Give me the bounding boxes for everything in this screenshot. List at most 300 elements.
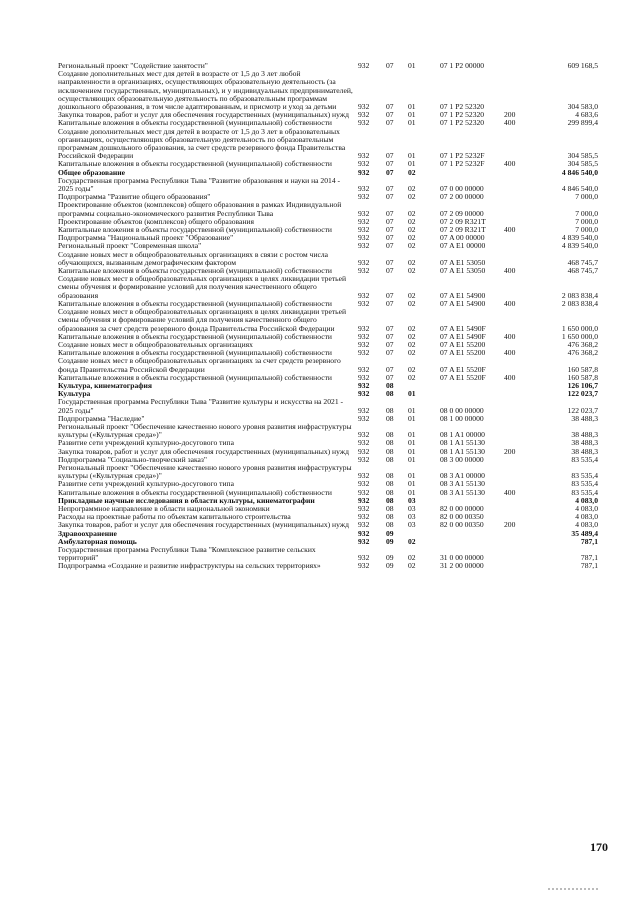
row-name: Капитальные вложения в объекты государственной (муниципальной) собственности — [58, 372, 332, 382]
row-target-article: 07 A E1 00000 — [440, 241, 486, 251]
row-section: 07 — [386, 110, 394, 120]
row-section: 08 — [386, 389, 394, 399]
row-amount: 304 585,5 — [567, 159, 598, 169]
row-grbs: 932 — [358, 520, 370, 530]
row-name: Развитие сети учреждений культурно-досугового типа — [58, 438, 234, 448]
row-amount: 160 587,8 — [567, 364, 598, 374]
row-grbs: 932 — [358, 471, 370, 481]
row-subsection: 02 — [408, 257, 416, 267]
row-expense-type — [504, 128, 540, 161]
row-target-article: 07 1 P2 00000 — [440, 61, 485, 70]
row-subsection: 01 — [408, 479, 416, 489]
row-amount: 787,1 — [580, 536, 598, 546]
row-expense-type — [504, 464, 540, 480]
row-name: Капитальные вложения в объекты государственной (муниципальной) собственности — [58, 298, 332, 308]
row-amount: 304 583,0 — [567, 102, 598, 112]
row-amount: 7 000,0 — [575, 225, 598, 235]
row-name: Прикладные научные исследования в области культуры, кинематографии — [58, 495, 315, 505]
table-row — [58, 521, 598, 529]
row-amount: 468 745,7 — [567, 257, 598, 267]
row-subsection: 01 — [408, 61, 416, 70]
row-name: Создание новых мест в общеобразовательных организациях в целях ликвидации третьей смены обучения и формирование условий для получения качественного общего образования — [58, 274, 347, 300]
row-grbs: 932 — [358, 348, 370, 358]
row-grbs: 932 — [358, 216, 370, 226]
row-grbs: 932 — [358, 110, 370, 120]
row-amount: 38 488,3 — [571, 446, 598, 456]
row-grbs: 932 — [358, 339, 370, 349]
row-amount: 4 839 540,0 — [561, 241, 598, 251]
row-amount: 1 650 000,0 — [561, 323, 598, 333]
row-section: 08 — [386, 520, 394, 530]
row-expense-type — [504, 251, 540, 267]
row-name: Подпрограмма "Наследие" — [58, 413, 145, 423]
row-amount: 83 535,4 — [571, 487, 598, 497]
row-grbs: 932 — [358, 290, 370, 300]
row-subsection: 02 — [408, 216, 416, 226]
row-subsection: 02 — [408, 331, 416, 341]
table-row — [58, 308, 598, 333]
row-grbs: 932 — [358, 528, 370, 538]
row-expense-type: 400 — [504, 298, 516, 308]
row-grbs: 932 — [358, 208, 370, 218]
row-subsection: 03 — [408, 495, 416, 505]
row-subsection: 02 — [408, 364, 416, 374]
row-name: Закупка товаров, работ и услуг для обеспечения государственных (муниципальных) нужд — [58, 520, 349, 530]
row-grbs: 932 — [358, 512, 370, 522]
row-name: Капитальные вложения в объекты государственной (муниципальной) собственности — [58, 225, 332, 235]
row-subsection: 02 — [408, 208, 416, 218]
table-row — [58, 177, 598, 193]
row-target-article: 08 1 00 00000 — [440, 413, 484, 423]
row-name: Культура, кинематография — [58, 380, 153, 390]
row-expense-type — [504, 546, 540, 562]
row-expense-type: 400 — [504, 331, 516, 341]
row-target-article: 07 A E1 55200 — [440, 348, 486, 358]
row-target-article: 08 1 A1 55130 — [440, 446, 485, 456]
row-grbs: 932 — [358, 380, 370, 390]
row-section: 07 — [386, 241, 394, 251]
row-target-article: 08 1 A1 55130 — [440, 438, 485, 448]
row-grbs: 932 — [358, 536, 370, 546]
row-amount: 122 023,7 — [567, 389, 598, 399]
row-section: 07 — [386, 348, 394, 358]
row-amount: 476 368,2 — [567, 339, 598, 349]
row-amount: 7 000,0 — [575, 208, 598, 218]
row-name: Региональный проект "Современная школа" — [58, 241, 202, 251]
row-amount: 4 083,0 — [575, 512, 598, 522]
table-row — [58, 398, 598, 414]
row-name: Капитальные вложения в объекты государственной (муниципальной) собственности — [58, 118, 332, 128]
row-subsection: 01 — [408, 446, 416, 456]
row-subsection: 02 — [408, 339, 416, 349]
row-expense-type: 200 — [504, 520, 516, 530]
row-section: 09 — [386, 528, 394, 538]
row-amount: 2 083 838,4 — [561, 298, 598, 308]
row-subsection: 02 — [408, 536, 416, 546]
row-target-article: 07 1 P2 52320 — [440, 102, 485, 112]
row-subsection: 02 — [408, 372, 416, 382]
row-grbs: 932 — [358, 102, 370, 112]
row-grbs: 932 — [358, 184, 370, 194]
row-amount: 160 587,8 — [567, 372, 598, 382]
row-subsection: 02 — [408, 241, 416, 251]
row-target-article: 82 0 00 00000 — [440, 503, 484, 513]
row-name: Закупка товаров, работ и услуг для обеспечения государственных (муниципальных) нужд — [58, 110, 349, 120]
row-amount: 609 168,5 — [567, 61, 598, 70]
row-expense-type — [504, 357, 540, 373]
table-row — [58, 70, 598, 111]
table-row — [58, 464, 598, 480]
row-target-article: 07 A E1 54900 — [440, 290, 486, 300]
row-subsection: 02 — [408, 167, 416, 177]
row-grbs: 932 — [358, 266, 370, 276]
table-row — [58, 251, 598, 267]
row-grbs: 932 — [358, 389, 370, 399]
row-amount: 83 535,4 — [571, 479, 598, 489]
row-subsection: 01 — [408, 430, 416, 440]
row-grbs: 932 — [358, 413, 370, 423]
row-subsection: 02 — [408, 233, 416, 243]
row-subsection: 01 — [408, 151, 416, 161]
table-row — [58, 382, 598, 390]
row-target-article: 07 1 P2 52320 — [440, 110, 485, 120]
row-grbs: 932 — [358, 487, 370, 497]
row-target-article: 08 3 00 00000 — [440, 454, 484, 464]
row-subsection: 01 — [408, 413, 416, 423]
budget-table — [58, 62, 598, 571]
row-amount: 476 368,2 — [567, 348, 598, 358]
row-section: 07 — [386, 102, 394, 112]
row-expense-type: 200 — [504, 446, 516, 456]
row-section: 08 — [386, 446, 394, 456]
row-grbs: 932 — [358, 225, 370, 235]
row-name: Капитальные вложения в объекты государственной (муниципальной) собственности — [58, 266, 332, 276]
row-amount: 7 000,0 — [575, 192, 598, 202]
row-name: Создание новых мест в общеобразовательных организациях в целях ликвидации третьей смены обучения и формирование условий для получения качественного общего образования за счет средств резервного фонда Правительства Российской Федерации — [58, 307, 347, 333]
row-subsection: 01 — [408, 405, 416, 415]
row-target-article — [440, 530, 504, 538]
row-subsection: 02 — [408, 348, 416, 358]
row-expense-type — [504, 423, 540, 439]
row-expense-type: 400 — [504, 266, 516, 276]
row-subsection: 02 — [408, 323, 416, 333]
scan-artifact — [548, 888, 598, 890]
row-amount: 38 488,3 — [571, 430, 598, 440]
row-target-article: 07 A E1 5520F — [440, 372, 486, 382]
row-amount: 787,1 — [580, 561, 598, 571]
row-target-article: 08 1 A1 00000 — [440, 430, 485, 440]
row-target-article — [440, 390, 504, 398]
row-target-article: 07 A 00 00000 — [440, 233, 485, 243]
row-name: Общее образование — [58, 167, 126, 177]
row-expense-type — [504, 70, 540, 111]
row-section: 07 — [386, 257, 394, 267]
row-section: 08 — [386, 438, 394, 448]
row-grbs: 932 — [358, 257, 370, 267]
row-expense-type — [504, 177, 540, 193]
row-target-article: 82 0 00 00350 — [440, 512, 484, 522]
row-name: Подпрограмма "Национальный проект "Образование" — [58, 233, 234, 243]
row-section: 07 — [386, 184, 394, 194]
row-target-article: 07 2 09 R321T — [440, 216, 486, 226]
row-target-article — [440, 382, 504, 390]
row-grbs: 932 — [358, 430, 370, 440]
row-expense-type — [504, 193, 540, 201]
row-grbs: 932 — [358, 438, 370, 448]
row-name: Амбулаторная помощь — [58, 536, 137, 546]
row-name: Культура — [58, 389, 91, 399]
row-target-article — [440, 538, 504, 546]
row-expense-type — [504, 382, 540, 390]
row-section: 08 — [386, 430, 394, 440]
row-name: Проектирование объектов (комплексов) общего образования — [58, 216, 254, 226]
row-name: Развитие сети учреждений культурно-досугового типа — [58, 479, 234, 489]
row-section: 08 — [386, 479, 394, 489]
row-amount: 2 083 838,4 — [561, 290, 598, 300]
row-amount: 299 899,4 — [567, 118, 598, 128]
table-row — [58, 160, 598, 168]
row-subsection: 03 — [408, 512, 416, 522]
row-expense-type: 400 — [504, 487, 516, 497]
row-target-article: 07 A E1 54900 — [440, 298, 486, 308]
row-name: Подпрограмма «Создание и развитие инфраструктуры на сельских территориях» — [58, 561, 321, 571]
row-amount: 83 535,4 — [571, 454, 598, 464]
row-name: Создание новых мест в общеобразовательных организациях — [58, 339, 253, 349]
row-amount: 7 000,0 — [575, 216, 598, 226]
row-expense-type: 400 — [504, 159, 516, 169]
row-grbs: 932 — [358, 167, 370, 177]
row-section: 09 — [386, 553, 394, 563]
row-expense-type: 400 — [504, 348, 516, 358]
row-name: Создание дополнительных мест для детей в возрасте от 1,5 до 3 лет любой направленности в организациях, осуществляющих образовательную деятельность (за исключением государственных, муниципальных), и у индивидуальных предпринимателей, осуществляющих образовательную деятельность по образовательным программам дошкольного образования, в том числе адаптированным, и присмотр и уход за детьми — [58, 69, 353, 112]
row-target-article: 07 2 09 00000 — [440, 208, 484, 218]
row-grbs: 932 — [358, 192, 370, 202]
row-amount: 1 650 000,0 — [561, 331, 598, 341]
row-expense-type — [504, 415, 540, 423]
row-name: Создание новых мест в общеобразовательных организациях за счет средств резервного фонда Правительства Российской Федерации — [58, 356, 341, 374]
row-target-article: 31 2 00 00000 — [440, 561, 484, 571]
row-subsection: 03 — [408, 503, 416, 513]
row-name: Капитальные вложения в объекты государственной (муниципальной) собственности — [58, 159, 332, 169]
row-grbs: 932 — [358, 372, 370, 382]
row-name: Капитальные вложения в объекты государственной (муниципальной) собственности — [58, 348, 332, 358]
budget-rows — [58, 62, 598, 571]
row-target-article: 08 3 A1 55130 — [440, 487, 485, 497]
row-amount: 4 846 540,0 — [561, 184, 598, 194]
row-section: 07 — [386, 266, 394, 276]
row-name: Региональный проект "Содействие занятости" — [58, 61, 208, 70]
row-target-article — [440, 169, 504, 177]
row-name: Подпрограмма "Социально-творческий заказ" — [58, 454, 207, 464]
row-subsection: 01 — [408, 438, 416, 448]
row-grbs: 932 — [358, 323, 370, 333]
row-grbs: 932 — [358, 405, 370, 415]
row-subsection: 01 — [408, 110, 416, 120]
row-section: 08 — [386, 512, 394, 522]
row-grbs: 932 — [358, 503, 370, 513]
row-name: Создание новых мест в общеобразовательных организациях в связи с ростом числа обучающихся, вызванным демографическим фактором — [58, 249, 329, 267]
row-target-article: 07 0 00 00000 — [440, 184, 484, 194]
row-section: 08 — [386, 487, 394, 497]
row-subsection: 02 — [408, 225, 416, 235]
row-expense-type: 400 — [504, 372, 516, 382]
row-target-article: 07 1 P2 52320 — [440, 118, 485, 128]
row-section: 07 — [386, 151, 394, 161]
row-section: 08 — [386, 380, 394, 390]
row-grbs: 932 — [358, 118, 370, 128]
row-subsection: 01 — [408, 159, 416, 169]
row-grbs: 932 — [358, 479, 370, 489]
row-grbs: 932 — [358, 241, 370, 251]
row-section: 07 — [386, 225, 394, 235]
row-expense-type — [504, 169, 540, 177]
row-expense-type: 400 — [504, 118, 516, 128]
row-subsection: 02 — [408, 266, 416, 276]
row-grbs: 932 — [358, 331, 370, 341]
table-row — [58, 201, 598, 217]
row-subsection: 01 — [408, 471, 416, 481]
row-name: Государственная программа Республики Тыва "Комплексное развитие сельских территорий" — [58, 544, 316, 563]
row-target-article: 07 A E1 55200 — [440, 339, 486, 349]
row-section: 07 — [386, 372, 394, 382]
row-subsection: 02 — [408, 298, 416, 308]
row-target-article: 07 A E1 53050 — [440, 257, 486, 267]
row-section: 09 — [386, 561, 394, 571]
row-subsection: 02 — [408, 184, 416, 194]
row-name: Здравоохранение — [58, 528, 117, 538]
row-section: 07 — [386, 118, 394, 128]
row-target-article: 07 A E1 5490F — [440, 323, 486, 333]
row-grbs: 932 — [358, 561, 370, 571]
table-row — [58, 546, 598, 562]
row-amount: 38 488,3 — [571, 413, 598, 423]
row-expense-type — [504, 201, 540, 217]
row-target-article: 07 A E1 53050 — [440, 266, 486, 276]
row-expense-type — [504, 538, 540, 546]
table-row — [58, 562, 598, 570]
row-expense-type — [504, 562, 540, 570]
row-subsection: 02 — [408, 192, 416, 202]
row-name: Региональный проект "Обеспечение качественно нового уровня развития инфраструктуры культуры («Культурная среда»)" — [58, 421, 352, 440]
row-amount: 4 083,0 — [575, 503, 598, 513]
row-section: 08 — [386, 454, 394, 464]
row-amount: 4 083,0 — [575, 520, 598, 530]
row-section: 08 — [386, 495, 394, 505]
row-grbs: 932 — [358, 61, 370, 70]
table-row — [58, 128, 598, 161]
row-name: Проектирование объектов (комплексов) общего образования в рамках Индивидуальной программы социально-экономического развития Республики Тыва — [58, 200, 342, 218]
row-section: 07 — [386, 61, 394, 70]
row-section: 07 — [386, 159, 394, 169]
row-grbs: 932 — [358, 446, 370, 456]
row-subsection: 03 — [408, 520, 416, 530]
row-expense-type — [504, 62, 540, 70]
row-target-article: 07 1 P2 5232F — [440, 159, 485, 169]
table-row — [58, 530, 598, 538]
row-name: Расходы на проектные работы по объектам капитального строительства — [58, 512, 291, 522]
row-expense-type — [504, 505, 540, 513]
row-expense-type — [504, 242, 540, 250]
row-target-article: 07 1 P2 5232F — [440, 151, 485, 161]
row-name: Государственная программа Республики Тыва "Развитие культуры и искусства на 2021 - 2025 годы" — [58, 397, 344, 415]
row-grbs: 932 — [358, 454, 370, 464]
row-expense-type — [504, 308, 540, 333]
row-section: 08 — [386, 405, 394, 415]
row-amount: 304 585,5 — [567, 151, 598, 161]
row-name: Региональный проект "Обеспечение качественно нового уровня развития инфраструктуры культуры («Культурная среда»)" — [58, 462, 352, 481]
row-name: Закупка товаров, работ и услуг для обеспечения государственных (муниципальных) нужд — [58, 446, 349, 456]
row-grbs: 932 — [358, 553, 370, 563]
row-target-article: 31 0 00 00000 — [440, 553, 484, 563]
row-section: 07 — [386, 298, 394, 308]
row-target-article: 07 A E1 5520F — [440, 364, 486, 374]
row-grbs: 932 — [358, 151, 370, 161]
row-subsection: 02 — [408, 561, 416, 571]
row-name: Капитальные вложения в объекты государственной (муниципальной) собственности — [58, 331, 332, 341]
row-subsection: 01 — [408, 118, 416, 128]
row-target-article: 82 0 00 00350 — [440, 520, 484, 530]
row-target-article: 07 2 09 R321T — [440, 225, 486, 235]
row-expense-type — [504, 497, 540, 505]
row-subsection: 01 — [408, 389, 416, 399]
row-amount: 4 683,6 — [575, 110, 598, 120]
row-section: 09 — [386, 536, 394, 546]
row-amount: 4 846 540,0 — [561, 167, 598, 177]
row-name: Подпрограмма "Развитие общего образования" — [58, 192, 211, 202]
row-section: 08 — [386, 471, 394, 481]
row-amount: 38 488,3 — [571, 438, 598, 448]
row-amount: 126 106,7 — [567, 380, 598, 390]
row-subsection: 02 — [408, 290, 416, 300]
table-row — [58, 423, 598, 439]
row-subsection: 01 — [408, 454, 416, 464]
row-amount: 4 839 540,0 — [561, 233, 598, 243]
row-amount: 468 745,7 — [567, 266, 598, 276]
row-name: Создание дополнительных мест для детей в возрасте от 1,5 до 3 лет в образовательных организациях, осуществляющих образовательную деятельность по образовательным программам дошкольного образования, за счет средств резервного фонда Правительства Российской Федерации — [58, 126, 346, 161]
row-grbs: 932 — [358, 298, 370, 308]
table-row — [58, 357, 598, 373]
row-section: 07 — [386, 290, 394, 300]
row-section: 07 — [386, 216, 394, 226]
row-amount: 787,1 — [580, 553, 598, 563]
row-subsection: 02 — [408, 553, 416, 563]
row-section: 07 — [386, 192, 394, 202]
row-amount: 35 489,4 — [571, 528, 598, 538]
row-expense-type: 200 — [504, 110, 516, 120]
row-grbs: 932 — [358, 159, 370, 169]
row-subsection: 01 — [408, 102, 416, 112]
row-expense-type — [504, 530, 540, 538]
row-amount: 122 023,7 — [567, 405, 598, 415]
row-target-article: 07 A E1 5490F — [440, 331, 486, 341]
row-section: 07 — [386, 323, 394, 333]
row-grbs: 932 — [358, 364, 370, 374]
row-target-article: 08 0 00 00000 — [440, 405, 484, 415]
row-section: 07 — [386, 167, 394, 177]
row-section: 07 — [386, 233, 394, 243]
row-expense-type: 400 — [504, 225, 516, 235]
row-name: Государственная программа Республики Тыва "Развитие образования и науки на 2014 - 2025 годы" — [58, 175, 341, 194]
row-amount: 4 083,0 — [575, 495, 598, 505]
row-name: Капитальные вложения в объекты государственной (муниципальной) собственности — [58, 487, 332, 497]
row-grbs: 932 — [358, 233, 370, 243]
row-target-article: 07 2 00 00000 — [440, 192, 484, 202]
table-row — [58, 275, 598, 300]
row-target-article: 08 3 A1 00000 — [440, 471, 485, 481]
row-section: 08 — [386, 413, 394, 423]
row-expense-type — [504, 390, 540, 398]
row-section: 07 — [386, 364, 394, 374]
